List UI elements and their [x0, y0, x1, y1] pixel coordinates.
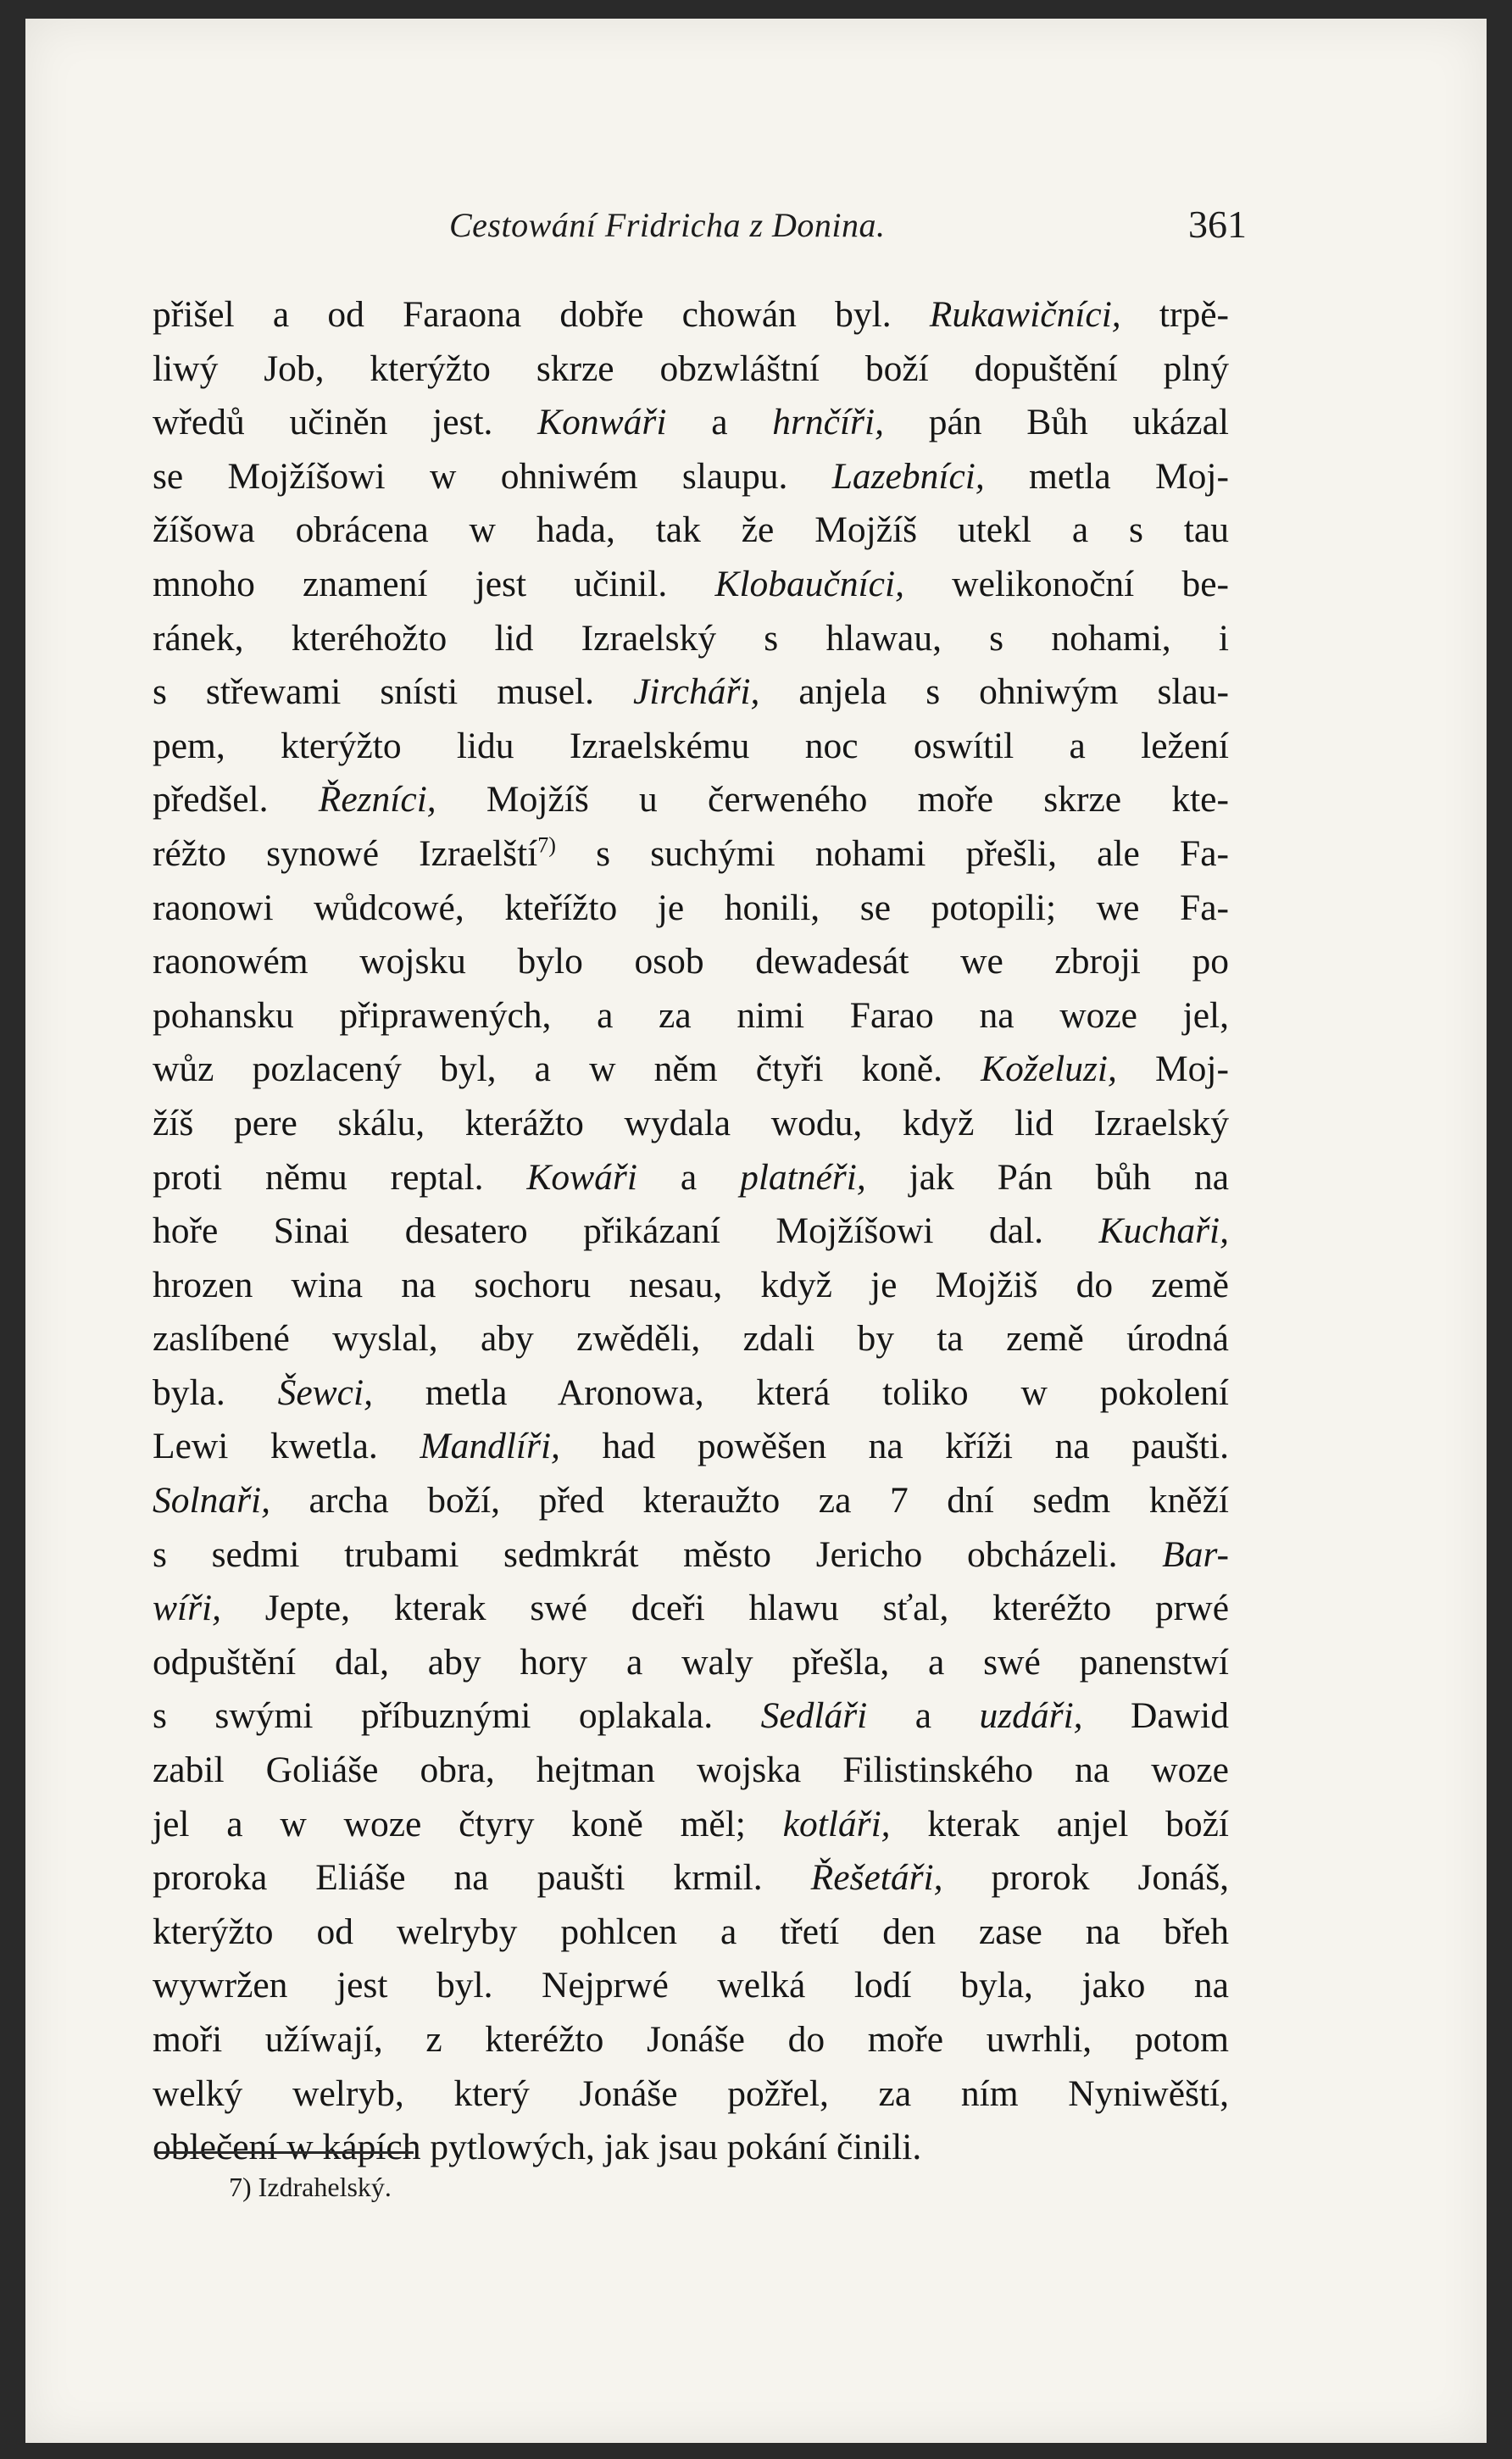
text-line — [153, 2013, 1229, 2067]
text-segment: odpuštění dal, aby hory a waly přešla, a swé panenstwí — [153, 1641, 1229, 1683]
text-line — [153, 2121, 1229, 2175]
text-line — [153, 396, 1229, 450]
text-line — [153, 665, 1229, 720]
text-segment: welikonoční be- — [903, 563, 1229, 604]
text-segment: hoře Sinai desatero přikázaní Mojžíšowi dal. — [153, 1210, 1099, 1252]
text-line — [153, 1744, 1229, 1798]
text-segment: anjela s ohniwým slau- — [759, 671, 1230, 713]
text-segment: trpě- — [1120, 294, 1229, 335]
craft-name: kotláři, — [782, 1803, 891, 1844]
craft-name: Konwáři — [537, 402, 667, 443]
text-line — [153, 1043, 1229, 1097]
text-segment: Moj- — [1116, 1049, 1229, 1090]
running-head — [25, 205, 1487, 256]
text-segment: předšel. — [153, 779, 319, 821]
footnote-mark: 7) — [229, 2172, 252, 2202]
text-line — [153, 558, 1229, 612]
text-line — [153, 288, 1229, 342]
text-segment: had powěšen na kříži na paušti. — [559, 1426, 1229, 1467]
text-segment: réžto synowé Izraelští — [153, 832, 538, 874]
text-segment: přišel a od Faraona dobře chowán byl. — [153, 294, 930, 335]
text-line — [153, 827, 1229, 882]
footnote-rule — [154, 2151, 414, 2154]
text-line — [153, 1905, 1229, 1960]
text-segment: byla. — [153, 1371, 278, 1413]
running-head-title: Cestowání Fridricha z Donina. — [449, 206, 886, 244]
craft-name: Sedláři — [760, 1695, 868, 1737]
text-line — [153, 1636, 1229, 1690]
text-segment: žíšowa obrácena w hada, tak že Mojžíš utekl a s tau — [153, 509, 1229, 551]
craft-name: Mandlíři, — [420, 1426, 560, 1467]
text-segment: jak Pán bůh na — [865, 1156, 1230, 1198]
text-segment: mnoho znamení jest učinil. — [153, 563, 715, 604]
text-segment: Lewi kwetla. — [153, 1426, 420, 1467]
book-page — [25, 19, 1487, 2443]
page-number: 361 — [1188, 203, 1247, 246]
text-line — [153, 612, 1229, 666]
text-segment: zaslíbené wyslal, aby zwěděli, zdali by ta země úrodná — [153, 1318, 1229, 1360]
text-line — [153, 1312, 1229, 1366]
text-segment: proroka Eliáše na paušti krmil. — [153, 1857, 811, 1899]
text-segment: s sedmi trubami sedmkrát město Jericho obcházeli. — [153, 1533, 1163, 1575]
craft-name: Řezníci, — [318, 779, 436, 821]
text-line — [153, 989, 1229, 1043]
text-line — [153, 1151, 1229, 1205]
text-line — [153, 1798, 1229, 1852]
text-segment: wywržen jest byl. Nejprwé welká lodí byla, jako na — [153, 1965, 1229, 2006]
text-segment: a — [867, 1695, 980, 1737]
text-line — [153, 450, 1229, 504]
craft-name: Bar- — [1162, 1533, 1229, 1575]
craft-name: Řešetáři, — [810, 1857, 943, 1899]
text-segment: liwý Job, kterýžto skrze obzwláštní boží dopuštění plný — [153, 348, 1229, 389]
text-segment: proti němu reptal. — [153, 1156, 527, 1198]
text-segment: welký welryb, který Jonáše požřel, za ním Nyniwěští, — [153, 2072, 1229, 2114]
footnote — [229, 2172, 392, 2203]
text-segment: s suchými nohami přešli, ale Fa- — [556, 832, 1229, 874]
craft-name: Kowáři — [526, 1156, 637, 1198]
text-line — [153, 773, 1229, 827]
text-line — [153, 342, 1229, 397]
text-line — [153, 2067, 1229, 2122]
text-segment: metla Aronowa, která toliko w pokolení — [372, 1371, 1229, 1413]
text-segment: s swými příbuznými oplakala. — [153, 1695, 761, 1737]
text-line — [153, 882, 1229, 936]
text-segment: moři užíwají, z kteréžto Jonáše do moře uwrhli, potom — [153, 2019, 1229, 2060]
craft-name: Koželuzi, — [981, 1049, 1117, 1090]
text-line — [153, 1582, 1229, 1636]
craft-name: hrnčíři, — [772, 402, 884, 443]
text-segment: kterýžto od welryby pohlcen a třetí den zase na břeh — [153, 1911, 1229, 1952]
craft-name: uzdáři, — [979, 1695, 1083, 1737]
text-segment: se Mojžíšowi w ohniwém slaupu. — [153, 455, 832, 497]
craft-name: Solnaři, — [153, 1480, 270, 1522]
text-line — [153, 935, 1229, 989]
text-line — [153, 1366, 1229, 1421]
text-line — [153, 1959, 1229, 2013]
text-line — [153, 1528, 1229, 1583]
text-segment: raonowém wojsku bylo osob dewadesát we zbroji po — [153, 941, 1229, 982]
text-line — [153, 1097, 1229, 1151]
text-segment: zabil Goliáše obra, hejtman wojska Filistinského na woze — [153, 1750, 1229, 1791]
text-segment: archa boží, před kteraužto za 7 dní sedm kněží — [270, 1480, 1229, 1522]
text-line — [153, 1851, 1229, 1905]
text-segment: hrozen wina na sochoru nesau, když je Mojžiš do země — [153, 1264, 1229, 1305]
craft-name: platnéři, — [740, 1156, 866, 1198]
text-segment: pem, kterýžto lidu Izraelskému noc oswítil a ležení — [153, 725, 1229, 766]
text-segment: jel a w woze čtyry koně měl; — [153, 1803, 783, 1844]
text-segment: prorok Jonáš, — [942, 1857, 1229, 1899]
craft-name: Rukawičníci, — [929, 294, 1121, 335]
text-line — [153, 1204, 1229, 1259]
text-line — [153, 503, 1229, 558]
text-line — [153, 1689, 1229, 1744]
footnote-reference: 7) — [537, 832, 556, 858]
text-segment: wůz pozlacený byl, a w něm čtyři koně. — [153, 1049, 981, 1090]
text-segment: Jepte, kterak swé dceři hlawu sťal, kteréžto prwé — [221, 1588, 1229, 1629]
craft-name: wíři, — [153, 1588, 221, 1629]
text-segment: Dawid — [1082, 1695, 1229, 1737]
craft-name: Klobaučníci, — [714, 563, 904, 604]
craft-name: Jircháři, — [632, 671, 760, 713]
text-segment: wředů učiněn jest. — [153, 402, 538, 443]
text-segment: s střewami snísti musel. — [153, 671, 633, 713]
text-segment: oblečení w kápích pytlowých, jak jsau pokání činili. — [153, 2127, 922, 2168]
text-segment: a — [636, 1156, 741, 1198]
text-segment: raonowi wůdcowé, kteřížto je honili, se potopili; we Fa- — [153, 887, 1229, 928]
text-segment: pán Bůh ukázal — [883, 402, 1229, 443]
craft-name: Šewci, — [277, 1371, 373, 1413]
craft-name: Kuchaři, — [1098, 1210, 1229, 1252]
text-line — [153, 720, 1229, 774]
body-text — [153, 288, 1229, 2175]
text-segment: metla Moj- — [984, 455, 1229, 497]
craft-name: Lazebníci, — [831, 455, 985, 497]
text-line — [153, 1420, 1229, 1474]
text-segment: Mojžíš u čerweného moře skrze kte- — [436, 779, 1229, 821]
text-segment: a — [666, 402, 773, 443]
footnote-text: Izdrahelský. — [251, 2172, 392, 2202]
text-line — [153, 1474, 1229, 1528]
text-segment: ránek, kteréhožto lid Izraelský s hlawau, s nohami, i — [153, 617, 1229, 659]
text-segment: kterak anjel boží — [890, 1803, 1229, 1844]
text-line — [153, 1259, 1229, 1313]
text-segment: pohansku připrawených, a za nimi Farao na woze jel, — [153, 994, 1229, 1036]
text-segment: žíš pere skálu, kterážto wydala wodu, když lid Izraelský — [153, 1102, 1229, 1143]
